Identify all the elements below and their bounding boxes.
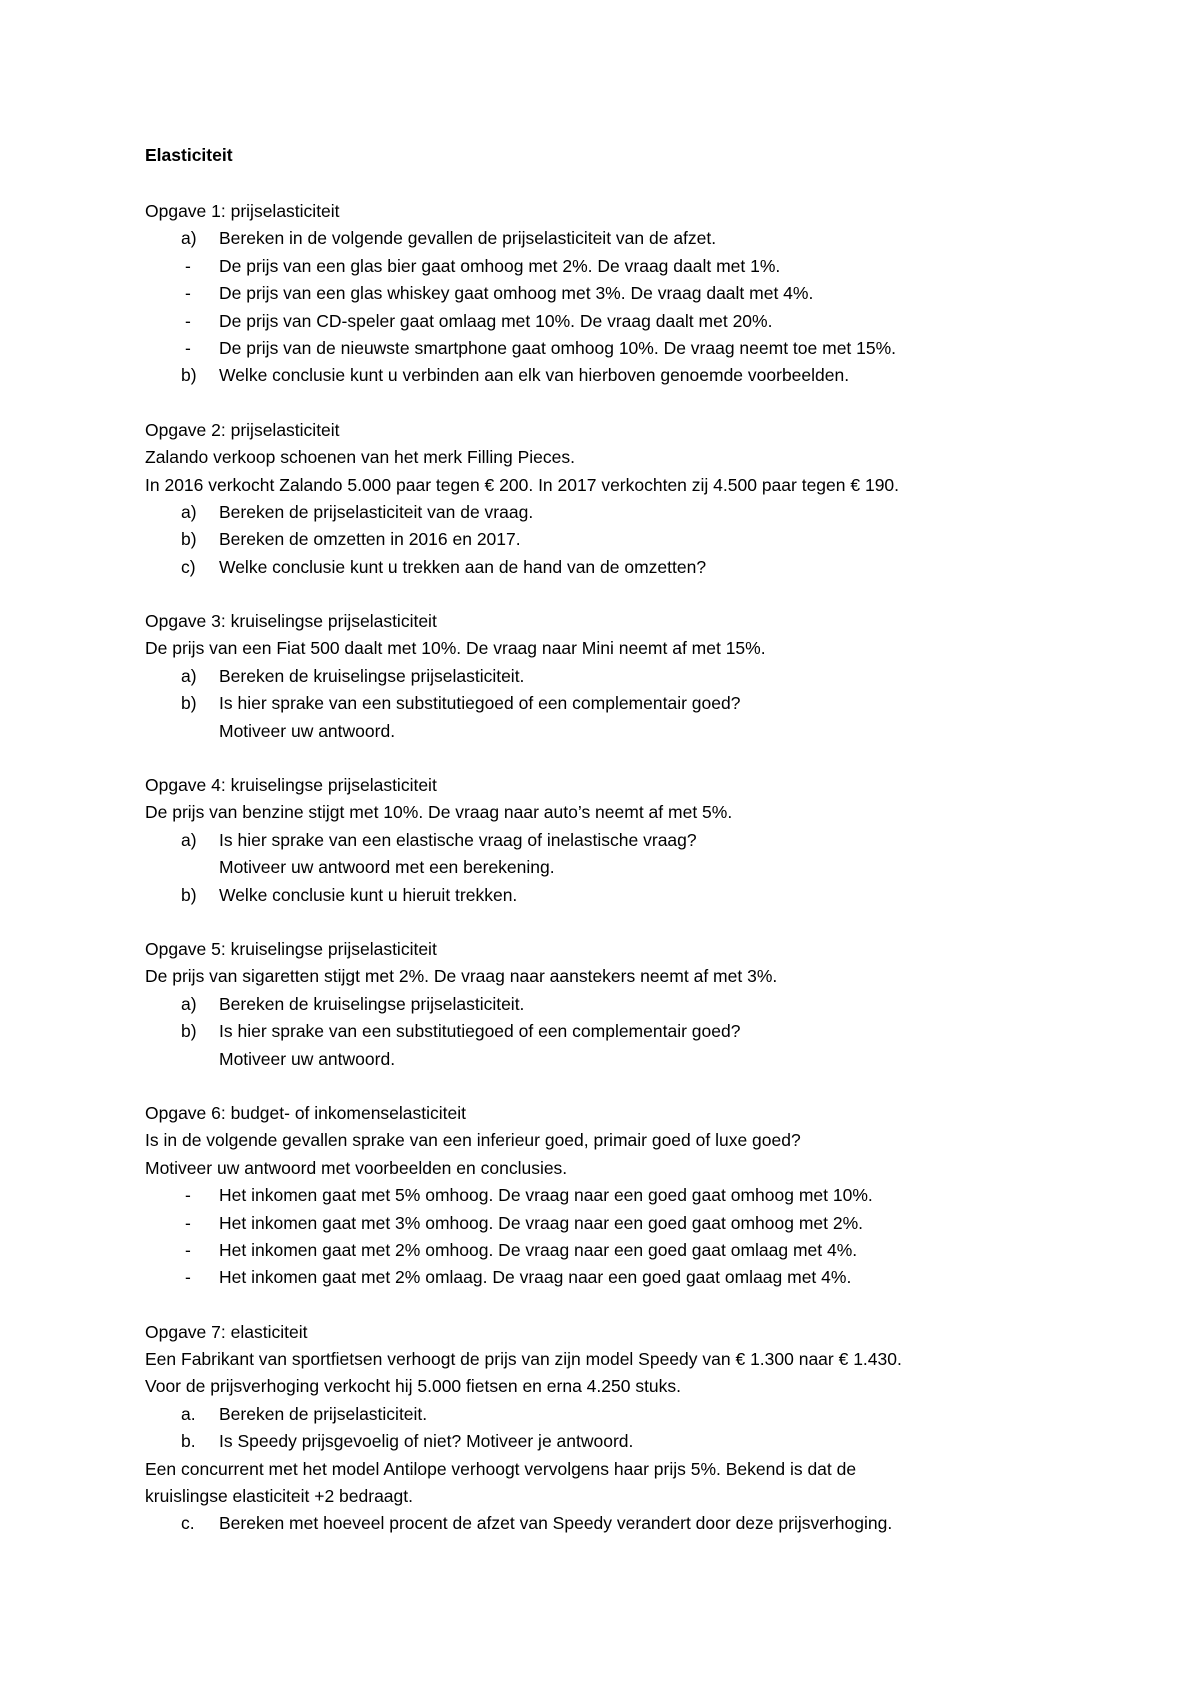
exercise-text: Voor de prijsverhoging verkocht hij 5.000 fietsen en erna 4.250 stuks. xyxy=(145,1376,682,1397)
item-marker: - xyxy=(185,1185,191,1206)
question-item xyxy=(145,308,1045,335)
exercise-heading: Opgave 7: elasticiteit xyxy=(145,1321,308,1342)
question-item xyxy=(145,526,1045,553)
item-marker: a) xyxy=(181,665,197,686)
item-marker: - xyxy=(185,1267,191,1288)
item-text: Bereken de prijselasticiteit. xyxy=(219,1403,428,1424)
item-marker: a) xyxy=(181,993,197,1014)
exercise-text: De prijs van sigaretten stijgt met 2%. De vraag naar aanstekers neemt af met 3%. xyxy=(145,966,778,987)
item-marker: - xyxy=(185,255,191,276)
question-item xyxy=(145,499,1045,526)
exercise-text: Zalando verkoop schoenen van het merk Filling Pieces. xyxy=(145,447,575,468)
question-item xyxy=(145,882,1045,909)
item-text: Motiveer uw antwoord. xyxy=(219,1048,396,1069)
item-text: Bereken de omzetten in 2016 en 2017. xyxy=(219,529,521,550)
question-item xyxy=(145,1264,1045,1291)
item-text: Welke conclusie kunt u trekken aan de hand van de omzetten? xyxy=(219,556,707,577)
item-text: Welke conclusie kunt u verbinden aan elk van hierboven genoemde voorbeelden. xyxy=(219,365,850,386)
item-marker: c) xyxy=(181,556,196,577)
item-marker: - xyxy=(185,283,191,304)
exercise-text: Motiveer uw antwoord met voorbeelden en conclusies. xyxy=(145,1157,568,1178)
question-item xyxy=(145,854,1045,881)
item-marker: - xyxy=(185,1212,191,1233)
item-marker: b) xyxy=(181,365,197,386)
item-text: Het inkomen gaat met 2% omlaag. De vraag naar een goed gaat omlaag met 4%. xyxy=(219,1267,852,1288)
question-item xyxy=(145,253,1045,280)
item-text: Welke conclusie kunt u hieruit trekken. xyxy=(219,884,518,905)
document-page xyxy=(145,142,1045,1565)
question-item xyxy=(145,335,1045,362)
exercise-text: De prijs van een Fiat 500 daalt met 10%. De vraag naar Mini neemt af met 15%. xyxy=(145,638,766,659)
exercise-list xyxy=(145,198,1045,1538)
question-item xyxy=(145,362,1045,389)
exercise-heading: Opgave 5: kruiselingse prijselasticiteit xyxy=(145,938,437,959)
item-text: Het inkomen gaat met 5% omhoog. De vraag naar een goed gaat omhoog met 10%. xyxy=(219,1185,873,1206)
question-item xyxy=(145,225,1045,252)
exercise-section xyxy=(145,1319,1045,1538)
item-marker: - xyxy=(185,337,191,358)
item-marker: a) xyxy=(181,501,197,522)
item-text: Motiveer uw antwoord met een berekening. xyxy=(219,857,555,878)
item-marker: b) xyxy=(181,1021,197,1042)
question-item xyxy=(145,1510,1045,1537)
item-text: De prijs van de nieuwste smartphone gaat omhoog 10%. De vraag neemt toe met 15%. xyxy=(219,337,897,358)
item-text: Het inkomen gaat met 3% omhoog. De vraag naar een goed gaat omhoog met 2%. xyxy=(219,1212,864,1233)
item-marker: b) xyxy=(181,693,197,714)
question-item xyxy=(145,663,1045,690)
item-marker: a) xyxy=(181,228,197,249)
exercise-heading: Opgave 6: budget- of inkomenselasticiteit xyxy=(145,1102,467,1123)
item-marker: a. xyxy=(181,1403,196,1424)
exercise-text: In 2016 verkocht Zalando 5.000 paar tegen € 200. In 2017 verkochten zij 4.500 paar tegen € 190. xyxy=(145,474,900,495)
exercise-heading: Opgave 4: kruiselingse prijselasticiteit xyxy=(145,775,437,796)
exercise-section xyxy=(145,772,1045,909)
item-text: Bereken de kruiselingse prijselasticiteit. xyxy=(219,665,525,686)
item-text: Bereken de kruiselingse prijselasticiteit. xyxy=(219,993,525,1014)
document-title: Elasticiteit xyxy=(145,145,233,165)
item-text: Is Speedy prijsgevoelig of niet? Motiveer je antwoord. xyxy=(219,1431,634,1452)
question-item xyxy=(145,1237,1045,1264)
item-text: Is hier sprake van een elastische vraag of inelastische vraag? xyxy=(219,829,697,850)
exercise-section xyxy=(145,198,1045,390)
item-text: Is hier sprake van een substitutiegoed of een complementair goed? xyxy=(219,693,741,714)
item-text: Het inkomen gaat met 2% omhoog. De vraag naar een goed gaat omlaag met 4%. xyxy=(219,1239,858,1260)
item-marker: - xyxy=(185,1239,191,1260)
question-item xyxy=(145,280,1045,307)
exercise-text: De prijs van benzine stijgt met 10%. De vraag naar auto’s neemt af met 5%. xyxy=(145,802,733,823)
question-item xyxy=(145,1210,1045,1237)
exercise-heading: Opgave 1: prijselasticiteit xyxy=(145,201,340,221)
item-text: De prijs van een glas whiskey gaat omhoog met 3%. De vraag daalt met 4%. xyxy=(219,283,814,304)
item-marker: b) xyxy=(181,529,197,550)
question-item xyxy=(145,690,1045,717)
item-text: De prijs van een glas bier gaat omhoog met 2%. De vraag daalt met 1%. xyxy=(219,255,781,276)
item-text: Motiveer uw antwoord. xyxy=(219,720,396,741)
question-item xyxy=(145,1018,1045,1045)
question-item xyxy=(145,1428,1045,1455)
question-item xyxy=(145,827,1045,854)
item-marker: b) xyxy=(181,884,197,905)
exercise-heading: Opgave 3: kruiselingse prijselasticiteit xyxy=(145,611,437,632)
item-marker: b. xyxy=(181,1431,196,1452)
item-text: Is hier sprake van een substitutiegoed of een complementair goed? xyxy=(219,1021,741,1042)
question-item xyxy=(145,991,1045,1018)
question-item xyxy=(145,554,1045,581)
exercise-section xyxy=(145,936,1045,1073)
item-marker: - xyxy=(185,310,191,331)
item-text: De prijs van CD-speler gaat omlaag met 10%. De vraag daalt met 20%. xyxy=(219,310,773,331)
item-text: Bereken de prijselasticiteit van de vraag. xyxy=(219,501,534,522)
question-item xyxy=(145,1401,1045,1428)
item-text: Bereken met hoeveel procent de afzet van Speedy verandert door deze prijsverhoging. xyxy=(219,1513,893,1534)
exercise-text: Is in de volgende gevallen sprake van een inferieur goed, primair goed of luxe goed? xyxy=(145,1130,801,1151)
exercise-text: Een concurrent met het model Antilope verhoogt vervolgens haar prijs 5%. Bekend is dat de xyxy=(145,1458,857,1479)
item-marker: c. xyxy=(181,1513,195,1534)
exercise-section xyxy=(145,417,1045,581)
question-item xyxy=(145,1046,1045,1073)
question-item xyxy=(145,1182,1045,1209)
item-text: Bereken in de volgende gevallen de prijselasticiteit van de afzet. xyxy=(219,228,717,249)
exercise-text: kruislingse elasticiteit +2 bedraagt. xyxy=(145,1486,413,1507)
exercise-heading: Opgave 2: prijselasticiteit xyxy=(145,419,340,440)
exercise-section xyxy=(145,1100,1045,1292)
item-marker: a) xyxy=(181,829,197,850)
exercise-section xyxy=(145,608,1045,745)
question-item xyxy=(145,718,1045,745)
exercise-text: Een Fabrikant van sportfietsen verhoogt de prijs van zijn model Speedy van € 1.300 naar € 1.430. xyxy=(145,1349,902,1370)
